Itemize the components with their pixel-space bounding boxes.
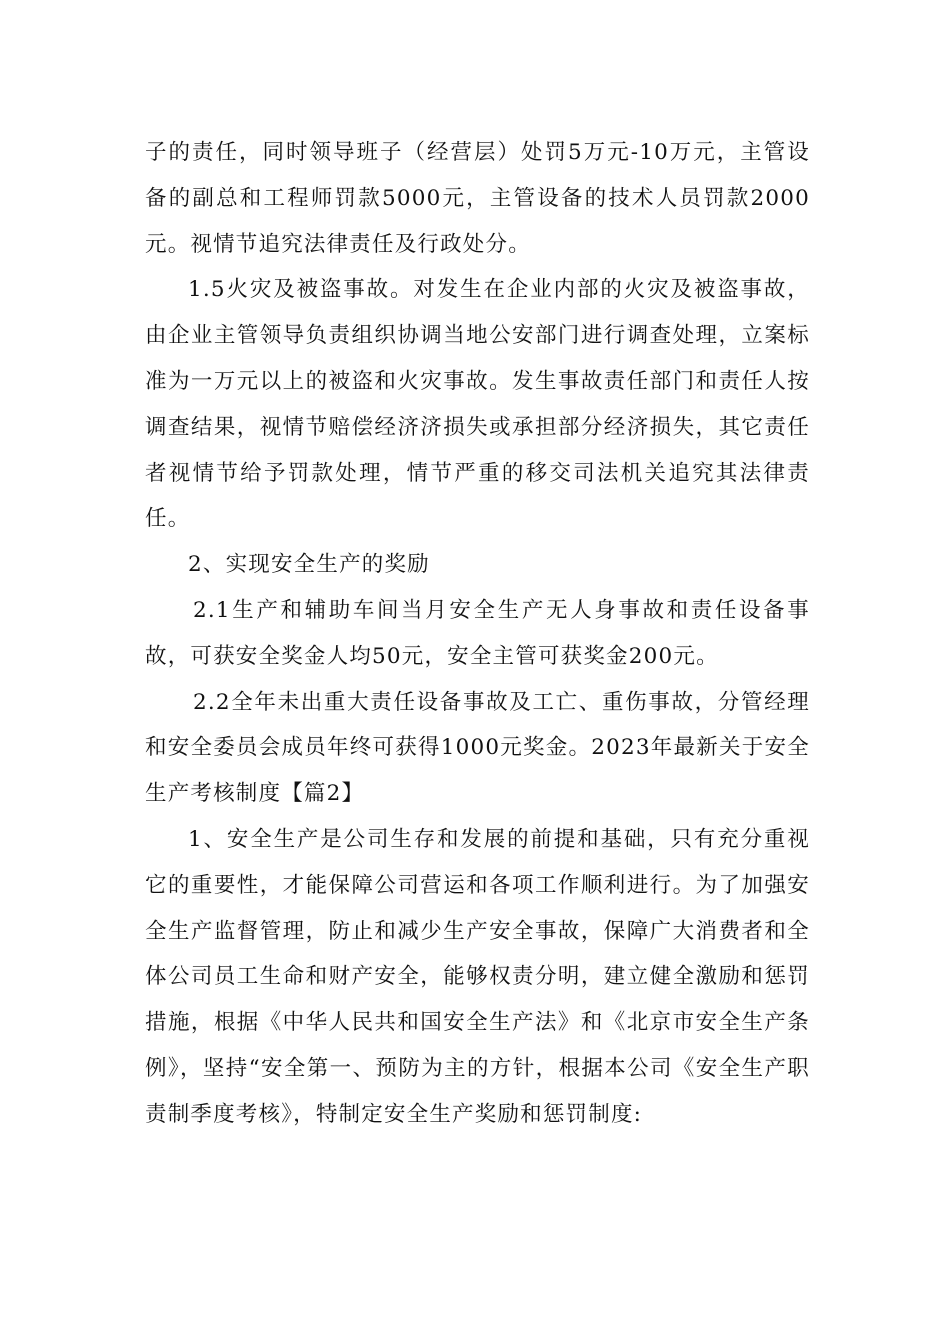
paragraph-workshop-reward: 2.1生产和辅助车间当月安全生产无人身事故和责任设备事故，可获安全奖金人均50元，安全主管可获奖金200元。	[145, 597, 810, 669]
paragraph-safety-foundation: 1、安全生产是公司生存和发展的前提和基础，只有充分重视它的重要性，才能保障公司营运和各项工作顺利进行。为了加强安全生产监督管理，防止和减少生产安全事故，保障广大消费者和全体公司员工生命和财产安全，能够权责分明，建立健全激励和惩罚措施，根据《中华人民共和国安全生产法》和《北京市安全生产条例》，坚持“安全第一、预防为主的方针，根据本公司《安全生产职责制季度考核》，特制定安全生产奖励和惩罚制度:	[145, 826, 810, 1127]
section-heading-safety-reward: 2、实现安全生产的奖励	[188, 552, 430, 578]
paragraph-fire-theft-accident: 1.5火灾及被盗事故。对发生在企业内部的火灾及被盗事故，由企业主管领导负责组织协调当地公安部门进行调查处理，立案标准为一万元以上的被盗和火灾事故。发生事故责任部门和责任人按调查结果，视情节赔偿经济济损失或承担部分经济损失，其它责任者视情节给予罚款处理，情节严重的移交司法机关追究其法律责任。	[145, 277, 810, 532]
document-page	[145, 130, 810, 1138]
paragraph-penalty-continued: 子的责任，同时领导班子（经营层）处罚5万元-10万元，主管设备的副总和工程师罚款5000元，主管设备的技术人员罚款2000元。视情节追究法律责任及行政处分。	[145, 140, 810, 257]
paragraph-annual-reward: 2.2全年未出重大责任设备事故及工亡、重伤事故，分管经理和安全委员会成员年终可获得1000元奖金。2023年最新关于安全生产考核制度【篇2】	[145, 689, 810, 807]
